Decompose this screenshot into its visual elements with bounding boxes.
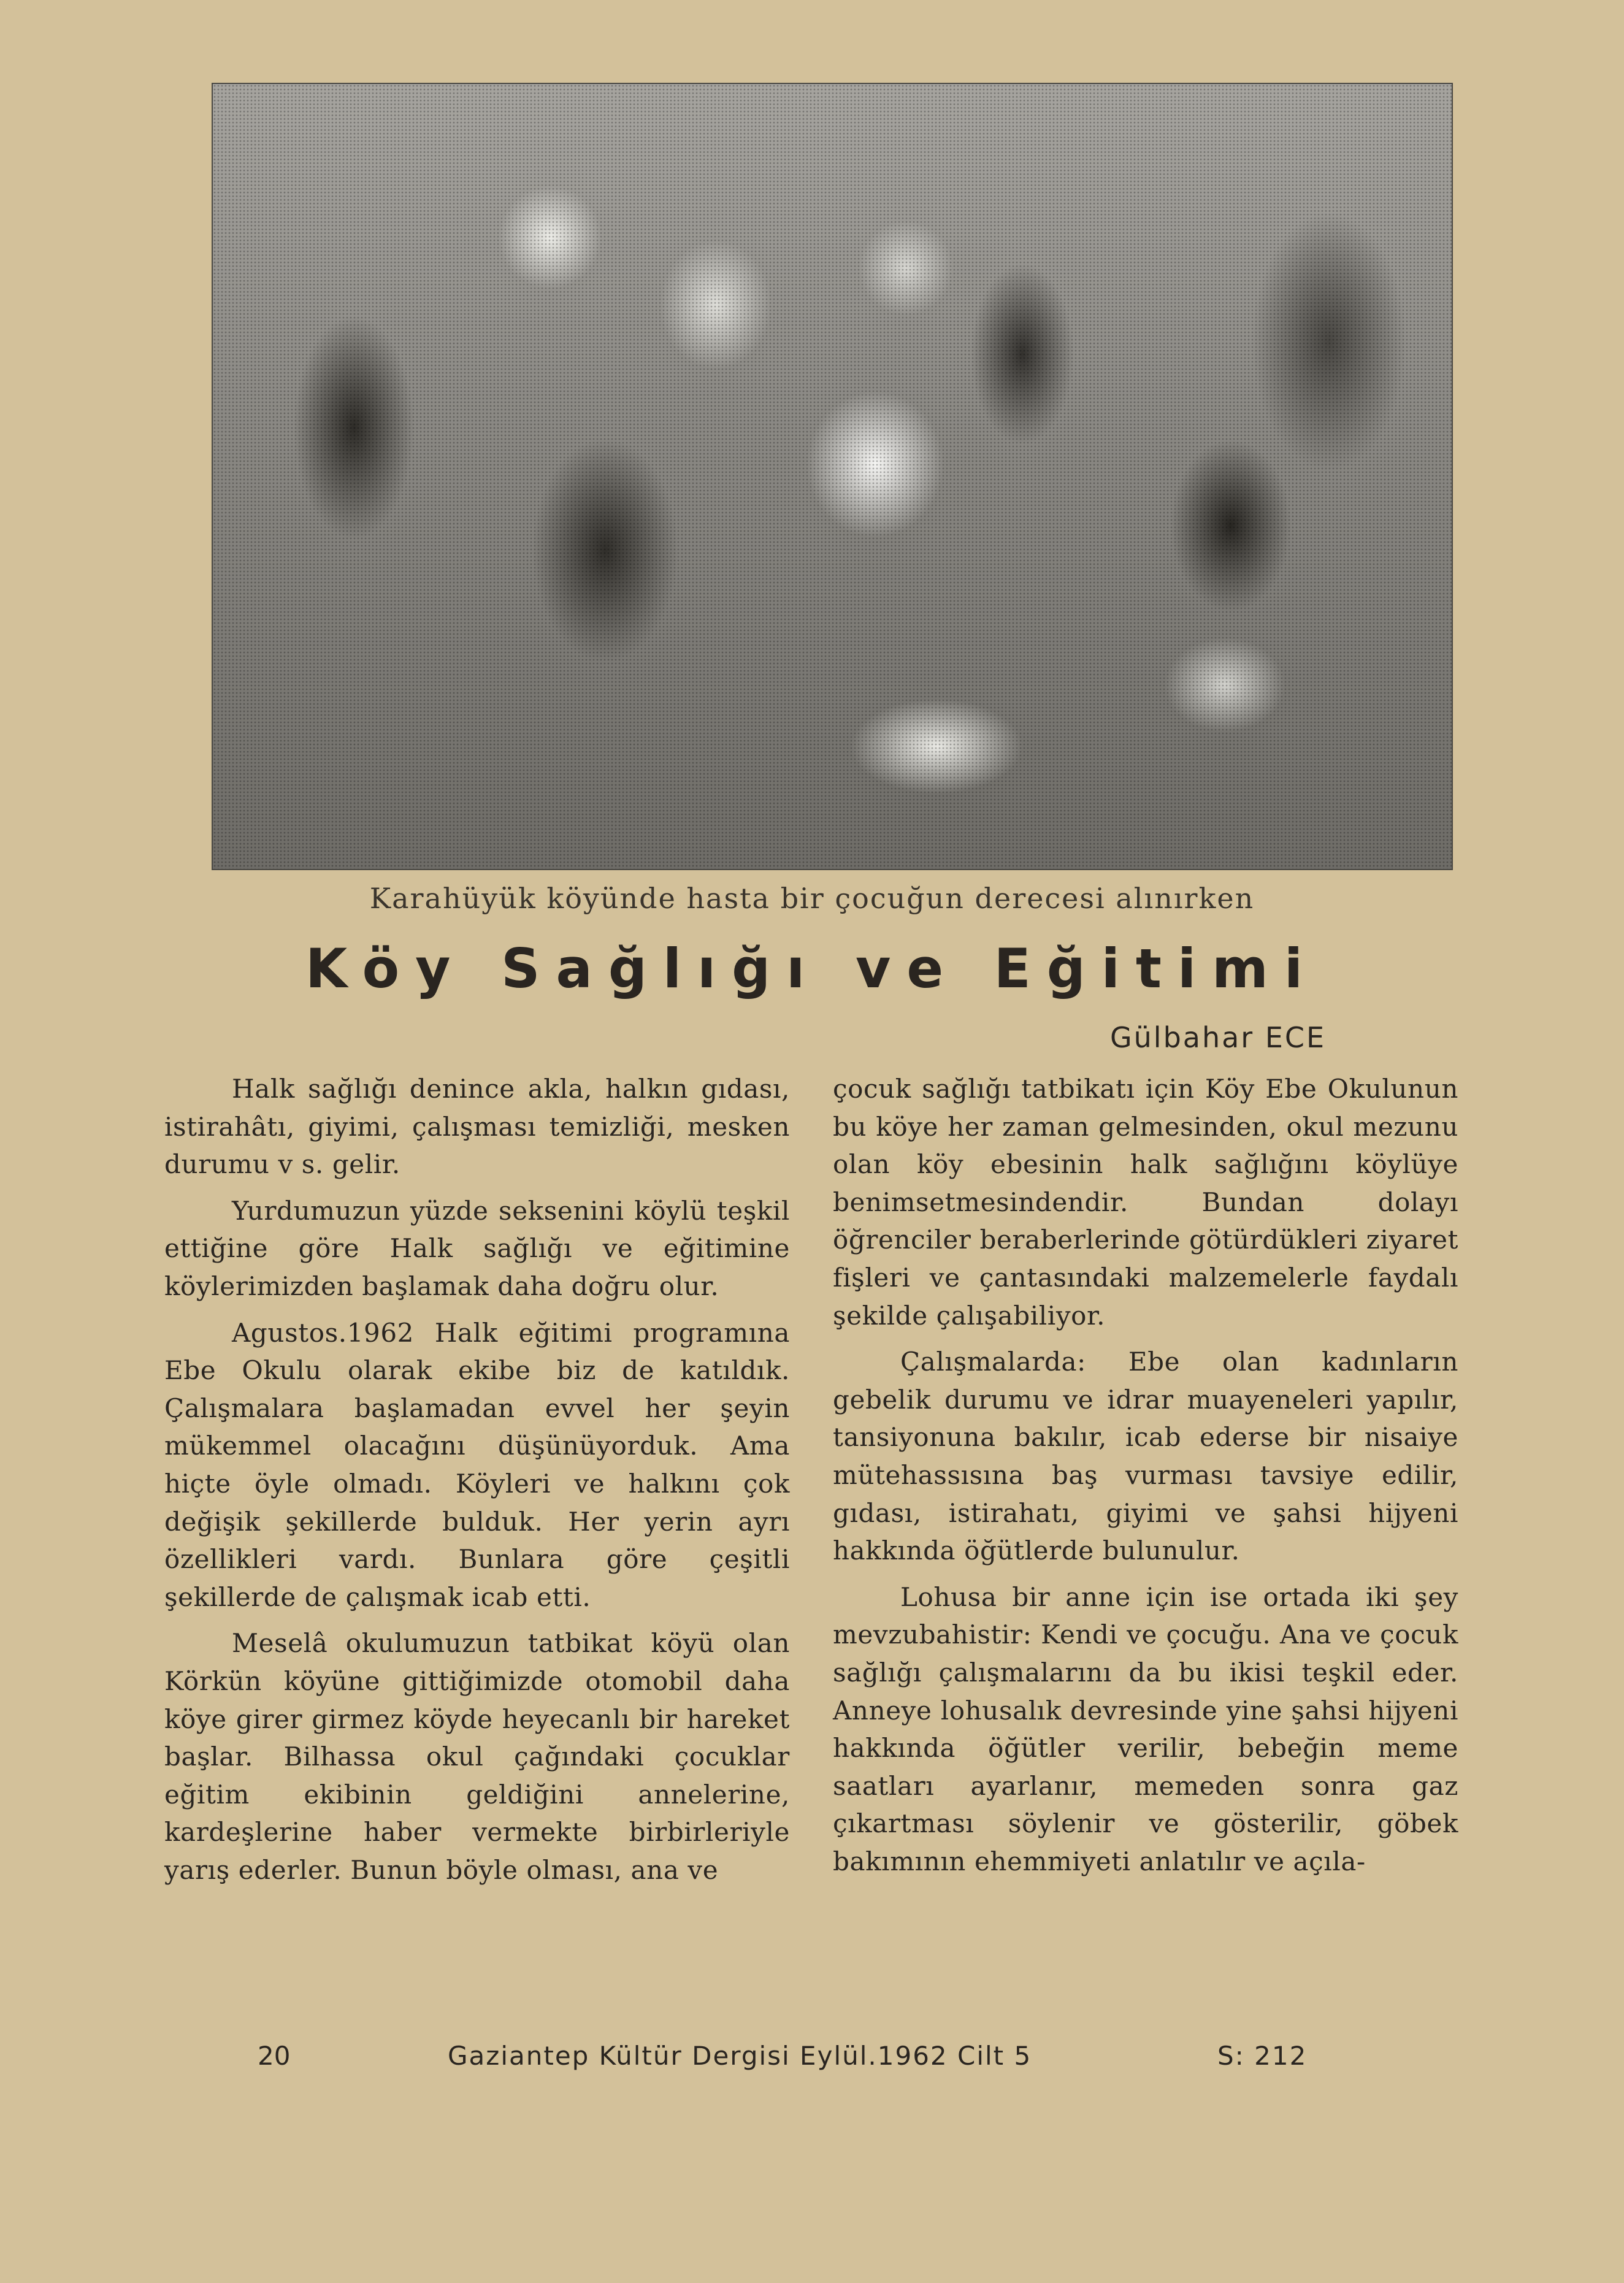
- paragraph: çocuk sağlığı tatbikatı için Köy Ebe Okulunun bu köye her zaman gelmesinden, okul mezunu olan köy ebesinin halk sağlığını köylüye benimsetmesindendir. Bundan dolayı öğrenciler beraberlerinde götürdükleri ziyaret fişleri ve çantasındaki malzemelerle faydalı şekilde çalışabiliyor.: [833, 1074, 1458, 1331]
- page-number: 20: [258, 2041, 291, 2071]
- left-column: [164, 1070, 790, 1897]
- right-column: [833, 1070, 1458, 1889]
- paragraph: Agustos.1962 Halk eğitimi programına Ebe Okulu olarak ekibe biz de katıldık. Çalışmalara başlamadan evvel her şeyin mükemmel olacağını düşünüyorduk. Ama hiçte öyle olmadı. Köyleri ve halkını çok değişik şekillerde bulduk. Her yerin ayrı özellikleri vardı. Bunlara göre çeşitli şekillerde de çalışmak icab etti.: [164, 1317, 790, 1612]
- village-photo: [212, 83, 1453, 870]
- photo-caption: Karahüyük köyünde hasta bir çocuğun derecesi alınırken: [369, 882, 1255, 915]
- paragraph: Yurdumuzun yüzde seksenini köylü teşkil ettiğine göre Halk sağlığı ve eğitimine köylerimizden başlamak daha doğru olur.: [164, 1195, 790, 1301]
- article-author: Gülbahar ECE: [1110, 1021, 1327, 1054]
- article-title: Köy Sağlığı ve Eğitimi: [305, 937, 1319, 1000]
- page-reference: S: 212: [1217, 2041, 1308, 2071]
- paragraph: Halk sağlığı denince akla, halkın gıdası, istirahâtı, giyimi, çalışması temizliği, mesken durumu v s. gelir.: [164, 1074, 790, 1180]
- journal-info: Gaziantep Kültür Dergisi Eylül.1962 Cilt 5: [448, 2041, 1032, 2071]
- page-footer: [0, 2041, 1624, 2078]
- paragraph: Çalışmalarda: Ebe olan kadınların gebelik durumu ve idrar muayeneleri yapılır, tansiyonuna bakılır, icab ederse bir nisaiye mütehassısına baş vurması tavsiye edilir, gıdası, istirahatı, giyimi ve şahsi hijyeni hakkında öğütlerde bulunulur.: [833, 1347, 1458, 1566]
- paragraph: Meselâ okulumuzun tatbikat köyü olan Körkün köyüne gittiğimizde otomobil daha köye girer girmez köyde heyecanlı bir hareket başlar. Bilhassa okul çağındaki çocuklar eğitim ekibinin geldiğini annelerine, kardeşlerine haber vermekte birbirleriyle yarış ederler. Bunun böyle olması, ana ve: [164, 1628, 790, 1885]
- paragraph: Lohusa bir anne için ise ortada iki şey mevzubahistir: Kendi ve çocuğu. Ana ve çocuk sağlığı çalışmalarını da bu ikisi teşkil eder. Anneye lohusalık devresinde yine şahsi hijyeni hakkında öğütler verilir, bebeğin meme saatları ayarlanır, memeden sonra gaz çıkartması söylenir ve gösterilir, göbek bakımının ehemmiyeti anlatılır ve açıla-: [833, 1581, 1458, 1876]
